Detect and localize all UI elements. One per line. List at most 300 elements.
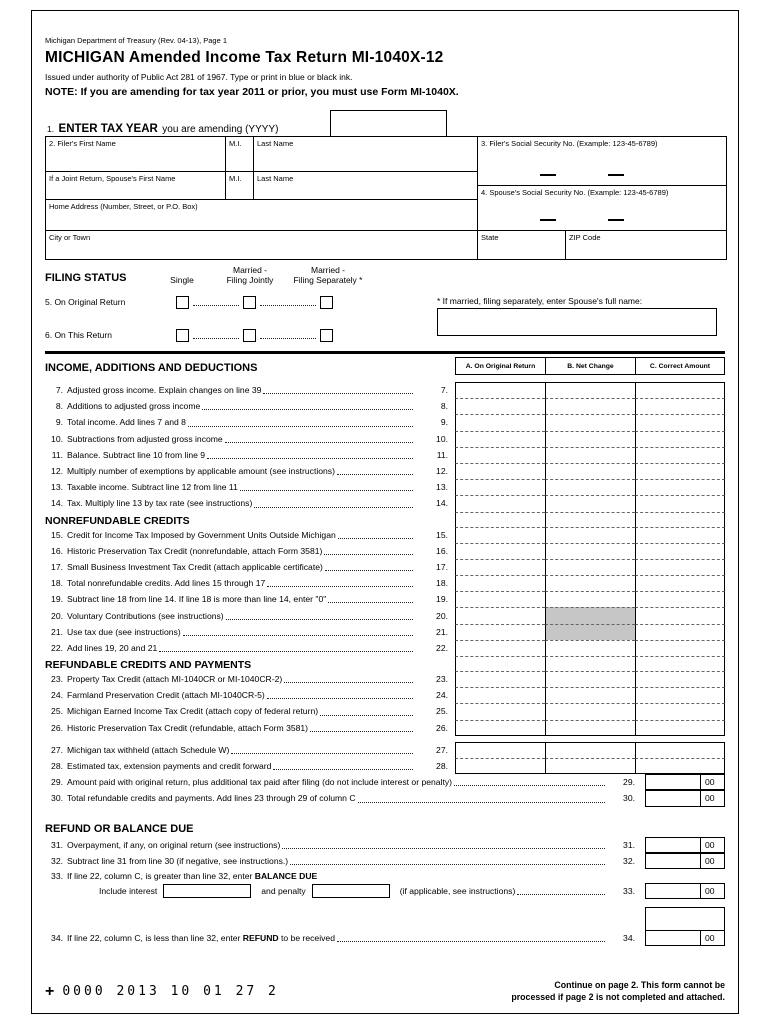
ssn-dash-icon [608, 174, 624, 176]
refund-section-heading: REFUND OR BALANCE DUE [45, 822, 194, 835]
amount-cell-a [455, 656, 545, 671]
amount-cell-b[interactable] [545, 720, 635, 736]
column-header-correct-amount: C. Correct Amount [635, 357, 725, 375]
line-label: Subtractions from adjusted gross income [67, 433, 223, 444]
payment-line-amount-input[interactable] [646, 791, 700, 805]
line-label: Subtract line 18 from line 14. If line 18 is more than line 14, enter "0" [67, 594, 327, 605]
this-married-separately-checkbox[interactable] [320, 329, 333, 342]
line-number: 18. [51, 578, 63, 589]
amount-cell-c[interactable] [635, 543, 725, 559]
line-number-right: 31. [623, 839, 635, 850]
income-section-heading: INCOME, ADDITIONS AND DEDUCTIONS [45, 362, 258, 374]
amount-cell-c[interactable] [635, 742, 725, 758]
dotted-leader [282, 848, 605, 849]
form-line-row [45, 703, 725, 719]
line-number: 19. [51, 594, 63, 605]
penalty-input[interactable] [312, 884, 390, 898]
dotted-leader [193, 305, 239, 306]
line-label: Michigan Earned Income Tax Credit (attach copy of federal return) [67, 706, 319, 717]
dotted-leader [320, 715, 413, 716]
line-label: Small Business Investment Tax Credit (attach applicable certificate) [67, 561, 323, 572]
identity-section [45, 136, 727, 260]
spouse-first-name-field[interactable] [46, 172, 226, 200]
ssn-dash-icon [608, 219, 624, 221]
amount-cell-a[interactable] [455, 758, 545, 774]
city-field[interactable] [46, 231, 478, 259]
section-divider [45, 351, 725, 354]
dotted-leader [284, 682, 413, 683]
filer-last-name-field[interactable] [254, 137, 478, 172]
amount-cell-c[interactable] [635, 463, 725, 479]
amount-cell-a[interactable] [455, 479, 545, 495]
table-subsection-heading-row [45, 656, 725, 671]
filer-last-name-label: Last Name [257, 139, 294, 148]
line-number-right: 18. [436, 578, 448, 589]
line-number-right: 19. [436, 594, 448, 605]
line-number-right: 28. [436, 761, 448, 772]
line-number-right: 11. [436, 449, 448, 460]
column-label-married-filing-jointly [213, 266, 287, 285]
amount-cell-c[interactable] [635, 607, 725, 623]
amount-cell-a[interactable] [455, 527, 545, 543]
include-interest-label: Include interest [99, 885, 158, 896]
filer-mi-label: M.I. [229, 139, 242, 148]
amount-cell-c[interactable] [635, 703, 725, 719]
column-header-net-change: B. Net Change [545, 357, 636, 375]
line-label: Balance. Subtract line 10 from line 9 [67, 449, 206, 460]
amount-cell-b[interactable] [545, 591, 635, 607]
form-line-row [45, 575, 725, 591]
line-number: 22. [51, 642, 63, 653]
dotted-leader [328, 602, 413, 603]
amount-cell-b[interactable] [545, 479, 635, 495]
amount-cell-c[interactable] [635, 687, 725, 703]
form-line-row [45, 758, 725, 774]
payment-line-row [45, 774, 725, 790]
balance-due-label: BALANCE DUE [254, 870, 318, 881]
amount-cell-a[interactable] [455, 559, 545, 575]
mfj-line1: Married - [232, 265, 267, 275]
interest-input[interactable] [163, 884, 251, 898]
dotted-leader [188, 426, 413, 427]
income-table-header [45, 357, 725, 376]
amount-cell-a[interactable] [455, 398, 545, 414]
line-label: Property Tax Credit (attach MI-1040CR or MI-1040CR-2) [67, 674, 283, 685]
amount-cell-b[interactable] [545, 575, 635, 591]
dotted-leader [263, 393, 413, 394]
line-label: Estimated tax, extension payments and credit forward [67, 761, 272, 772]
line-label: Michigan tax withheld (attach Schedule W) [67, 744, 230, 755]
amount-cell-b-shaded [545, 624, 635, 640]
payment-line-row [45, 790, 725, 806]
line-number: 8. [55, 401, 63, 412]
line-number: 12. [51, 466, 63, 477]
line-number: 32. [51, 855, 63, 866]
line-34-text-1: If line 22, column C, is less than line 32, enter [67, 933, 243, 944]
form-line-row [45, 431, 725, 447]
dotted-leader [358, 802, 605, 803]
line-number-right: 30. [623, 793, 635, 804]
enter-tax-year-label: ENTER TAX YEAR [58, 123, 158, 135]
ssn-dash-icon [540, 219, 556, 221]
dotted-leader [231, 753, 413, 754]
amount-cell-a[interactable] [455, 575, 545, 591]
and-penalty-label: and penalty [261, 885, 306, 896]
amount-cell-a[interactable] [455, 591, 545, 607]
ssn-dashes [540, 174, 624, 176]
filer-mi-field[interactable] [226, 137, 254, 172]
line-label: Adjusted gross income. Explain changes on line 39 [67, 385, 262, 396]
line-number-right: 10. [436, 433, 448, 444]
refund-line-amount-box [645, 853, 725, 869]
dotted-leader [225, 442, 413, 443]
line-number-right: 8. [440, 401, 448, 412]
amount-cell-b [545, 656, 635, 671]
amount-cell-c[interactable] [635, 398, 725, 414]
line-number-right: 12. [436, 466, 448, 477]
dotted-leader [260, 305, 316, 306]
amount-cell-c[interactable] [635, 495, 725, 511]
line-number-right: 13. [436, 482, 448, 493]
line-label: Overpayment, if any, on original return (see instructions) [67, 839, 281, 850]
this-single-checkbox[interactable] [176, 329, 189, 342]
filing-status-section [45, 264, 725, 350]
filer-ssn-field[interactable] [478, 137, 726, 186]
line-label: Credit for Income Tax Imposed by Government Units Outside Michigan [67, 529, 336, 540]
line-34-text-2: to be received [278, 933, 335, 944]
amount-cell-c[interactable] [635, 624, 725, 640]
line-label: Farmland Preservation Credit (attach MI-1040CR-5) [67, 690, 265, 701]
amending-note: NOTE: If you are amending for tax year 2011 or prior, you must use Form MI-1040X. [45, 86, 459, 98]
amount-cell-a[interactable] [455, 607, 545, 623]
cents-label: 00 [700, 854, 724, 868]
dotted-leader [273, 769, 413, 770]
line-number: 14. [51, 498, 63, 509]
amount-cell-c[interactable] [635, 431, 725, 447]
line-label: Voluntary Contributions (see instructions) [67, 610, 224, 621]
form-line-row [45, 671, 725, 687]
line-number-right: 34. [623, 933, 635, 944]
filer-ssn-label: 3. Filer's Social Security No. (Example: 123-45-6789) [481, 139, 658, 148]
form-line-row [45, 591, 725, 607]
dotted-leader [240, 490, 413, 491]
spouse-mi-label: M.I. [229, 174, 242, 183]
dotted-leader [260, 338, 316, 339]
line-label: Subtract line 31 from line 30 (if negative, see instructions.) [67, 855, 289, 866]
form-line-row [45, 382, 725, 398]
line-34-label [63, 933, 335, 943]
line-number-right: 15. [436, 529, 448, 540]
refund-line-row [45, 853, 725, 869]
amount-cell-c[interactable] [635, 414, 725, 430]
amount-cell-c[interactable] [635, 527, 725, 543]
married-separately-note: * If married, filing separately, enter Spouse's full name: [437, 296, 643, 306]
amount-cell-b [545, 512, 635, 527]
line-number-right: 14. [436, 498, 448, 509]
home-address-field[interactable] [46, 200, 478, 231]
amount-cell-a[interactable] [455, 742, 545, 758]
dotted-leader [207, 458, 413, 459]
line-number: 11. [51, 449, 63, 460]
amount-cell-c[interactable] [635, 382, 725, 398]
amount-cell-b-shaded [545, 607, 635, 623]
line-label: Total nonrefundable credits. Add lines 15 through 17 [67, 578, 266, 589]
authority-line: Issued under authority of Public Act 281 of 1967. Type or print in blue or black ink. [45, 72, 353, 82]
on-original-return-label: 5. On Original Return [45, 297, 126, 307]
amounts-area [45, 382, 725, 946]
continue-note [511, 980, 725, 1003]
line-number-right: 32. [623, 855, 635, 866]
tax-year-label-suffix: you are amending (YYYY) [162, 124, 279, 135]
line-number-right: 7. [440, 385, 448, 396]
line-number-right: 17. [436, 561, 448, 572]
amount-cell-b[interactable] [545, 559, 635, 575]
line-number: 28. [51, 761, 63, 772]
amount-cell-a[interactable] [455, 543, 545, 559]
scanline-digits: 0000 2013 10 01 27 2 [62, 984, 279, 999]
line-number: 30. [51, 793, 63, 804]
amount-cell-a[interactable] [455, 431, 545, 447]
filer-first-name-field[interactable] [46, 137, 226, 172]
cents-label: 00 [700, 931, 724, 945]
amount-cell-c[interactable] [635, 640, 725, 656]
spouse-mi-field[interactable] [226, 172, 254, 200]
amount-cell-a[interactable] [455, 463, 545, 479]
filer-first-name-label: 2. Filer's First Name [49, 139, 116, 148]
form-line-row [45, 687, 725, 703]
form-line-row [45, 527, 725, 543]
amount-cell-c[interactable] [635, 479, 725, 495]
zip-field[interactable] [566, 231, 726, 259]
amount-cell-a[interactable] [455, 414, 545, 430]
line-33-amount-input[interactable] [646, 884, 700, 898]
income-credits-table [45, 382, 725, 774]
dotted-leader [310, 731, 413, 732]
dotted-leader [159, 651, 413, 652]
refund-line-amount-input[interactable] [646, 854, 700, 868]
line-33-label [63, 871, 317, 881]
original-married-separately-checkbox[interactable] [320, 296, 333, 309]
amount-cell-c[interactable] [635, 575, 725, 591]
dotted-leader [267, 586, 413, 587]
amount-cell-a[interactable] [455, 495, 545, 511]
city-label: City or Town [49, 233, 91, 242]
amount-cell-b[interactable] [545, 463, 635, 479]
form-title: MICHIGAN Amended Income Tax Return MI-1040X-12 [45, 49, 444, 66]
form-line-row [45, 447, 725, 463]
line-number-right: 16. [436, 545, 448, 556]
amount-cell-c[interactable] [635, 720, 725, 736]
line-number-right: 23. [436, 674, 448, 685]
amount-cell-b[interactable] [545, 447, 635, 463]
amount-cell-b[interactable] [545, 640, 635, 656]
line-label: Use tax due (see instructions) [67, 626, 181, 637]
name-address-table [45, 136, 727, 260]
line-number: 34. [51, 933, 63, 944]
form-line-row [45, 607, 725, 623]
amount-cell-a [455, 512, 545, 527]
tax-year-input[interactable] [330, 110, 447, 138]
continue-note-line2: processed if page 2 is not completed and attached. [511, 991, 725, 1002]
spouse-full-name-input[interactable] [437, 308, 717, 336]
amount-cell-b[interactable] [545, 431, 635, 447]
tax-year-label [47, 119, 278, 137]
amount-cell-a[interactable] [455, 624, 545, 640]
line-number: 23. [51, 674, 63, 685]
form-line-row [45, 720, 725, 736]
line-number-right: 27. [436, 744, 448, 755]
dotted-leader [338, 538, 413, 539]
amount-cell-b[interactable] [545, 382, 635, 398]
line-34-row [45, 930, 725, 946]
state-label: State [481, 233, 499, 242]
line-number: 33. [51, 870, 63, 881]
dotted-leader [183, 635, 413, 636]
unlabeled-amount-box[interactable] [645, 907, 725, 931]
line-33-text: If line 22, column C, is greater than line 32, enter [67, 870, 255, 881]
dotted-leader [517, 894, 605, 895]
amount-cell-b[interactable] [545, 703, 635, 719]
line-number: 27. [51, 744, 63, 755]
line-number: 15. [51, 529, 63, 540]
amount-cell-c[interactable] [635, 671, 725, 687]
line-number: 9. [55, 417, 63, 428]
dotted-leader [324, 554, 413, 555]
original-single-checkbox[interactable] [176, 296, 189, 309]
amount-cell-a[interactable] [455, 640, 545, 656]
column-label-single: Single [170, 275, 194, 285]
mfj-line2: Filing Jointly [226, 274, 274, 285]
line-number-right: 24. [436, 690, 448, 701]
amount-cell-b[interactable] [545, 687, 635, 703]
spouse-last-name-field[interactable] [254, 172, 478, 200]
amount-cell-c[interactable] [635, 591, 725, 607]
form-line-row [45, 543, 725, 559]
zip-label: ZIP Code [569, 233, 601, 242]
mfs-line1: Married - [310, 265, 345, 275]
plus-registration-mark: + [45, 982, 55, 1000]
table-subsection-heading: NONREFUNDABLE CREDITS [45, 514, 190, 527]
line-label: Total refundable credits and payments. Add lines 23 through 29 of column C [67, 793, 356, 804]
amount-cell-b[interactable] [545, 742, 635, 758]
line-number-right: 20. [436, 610, 448, 621]
amount-cell-a[interactable] [455, 382, 545, 398]
amount-cell-a[interactable] [455, 687, 545, 703]
amount-cell-c [635, 512, 725, 527]
line-number: 24. [51, 690, 63, 701]
line-number: 31. [51, 839, 63, 850]
line-number: 26. [51, 722, 63, 733]
amount-cell-a[interactable] [455, 447, 545, 463]
line-label: Historic Preservation Tax Credit (nonrefundable, attach Form 3581) [67, 545, 323, 556]
line-number: 20. [51, 610, 63, 621]
line-number: 13. [51, 482, 63, 493]
form-line-row [45, 742, 725, 758]
table-subsection-heading-row [45, 512, 725, 527]
form-line-row [45, 414, 725, 430]
line-number: 21. [51, 626, 63, 637]
payment-line-amount-box [645, 790, 725, 806]
line-number-right: 22. [436, 642, 448, 653]
line-number-right: 26. [436, 722, 448, 733]
line-34-amount-box [645, 930, 725, 946]
dotted-leader [254, 507, 413, 508]
ssn-dashes [540, 219, 624, 221]
line-number-right: 21. [436, 626, 448, 637]
line-number-right: 9. [440, 417, 448, 428]
refund-lines [45, 837, 725, 869]
dotted-leader [337, 474, 413, 475]
spouse-ssn-label: 4. Spouse's Social Security No. (Example: 123-45-6789) [481, 188, 669, 197]
line-number: 17. [51, 561, 63, 572]
amount-cell-b[interactable] [545, 758, 635, 774]
line-label: Add lines 19, 20 and 21 [67, 642, 158, 653]
amount-cell-c[interactable] [635, 758, 725, 774]
amount-cell-b[interactable] [545, 495, 635, 511]
dotted-leader [290, 864, 605, 865]
this-married-jointly-checkbox[interactable] [243, 329, 256, 342]
form-line-row [45, 640, 725, 656]
refund-line-row [45, 837, 725, 853]
line-34-amount-input[interactable] [646, 931, 700, 945]
line-label: Total income. Add lines 7 and 8 [67, 417, 186, 428]
amount-cell-c[interactable] [635, 559, 725, 575]
state-field[interactable] [478, 231, 566, 259]
amount-cell-b[interactable] [545, 398, 635, 414]
spouse-ssn-field[interactable] [478, 186, 726, 231]
cents-label: 00 [700, 775, 724, 789]
dotted-leader [337, 941, 605, 942]
payment-lines [45, 774, 725, 806]
line-label: Amount paid with original return, plus additional tax paid after filing (do not include interest or penalty) [67, 777, 453, 788]
amount-cell-b[interactable] [545, 671, 635, 687]
form-line-row [45, 624, 725, 640]
amount-cell-b[interactable] [545, 414, 635, 430]
dotted-leader [202, 409, 413, 410]
refund-line-amount-input[interactable] [646, 838, 700, 852]
home-address-label: Home Address (Number, Street, or P.O. Box) [49, 202, 198, 211]
payment-line-amount-input[interactable] [646, 775, 700, 789]
column-label-married-filing-separately [279, 266, 377, 285]
line-number: 16. [51, 545, 63, 556]
form-line-row [45, 495, 725, 511]
amount-cell-c[interactable] [635, 447, 725, 463]
on-this-return-label: 6. On This Return [45, 330, 112, 340]
agency-revision-line: Michigan Department of Treasury (Rev. 04-13), Page 1 [45, 36, 228, 45]
payment-line-amount-box [645, 774, 725, 790]
line-label: Additions to adjusted gross income [67, 401, 201, 412]
form-line-row [45, 463, 725, 479]
line-number-right: 33. [623, 885, 635, 896]
refund-label: REFUND [242, 933, 279, 944]
dotted-leader [454, 785, 605, 786]
amount-cell-b[interactable] [545, 543, 635, 559]
amount-cell-b[interactable] [545, 527, 635, 543]
cents-label: 00 [700, 884, 724, 898]
form-line-row [45, 559, 725, 575]
form-line-row [45, 398, 725, 414]
form-header [45, 36, 725, 98]
if-applicable-label: (if applicable, see instructions) [399, 885, 516, 896]
amount-cell-a[interactable] [455, 671, 545, 687]
scanline-code [45, 984, 279, 999]
line-label: Historic Preservation Tax Credit (refundable, attach Form 3581) [67, 722, 309, 733]
dotted-leader [226, 619, 413, 620]
original-married-jointly-checkbox[interactable] [243, 296, 256, 309]
spouse-first-name-label: If a Joint Return, Spouse's First Name [49, 174, 176, 183]
amount-cell-a[interactable] [455, 703, 545, 719]
amount-cell-a[interactable] [455, 720, 545, 736]
